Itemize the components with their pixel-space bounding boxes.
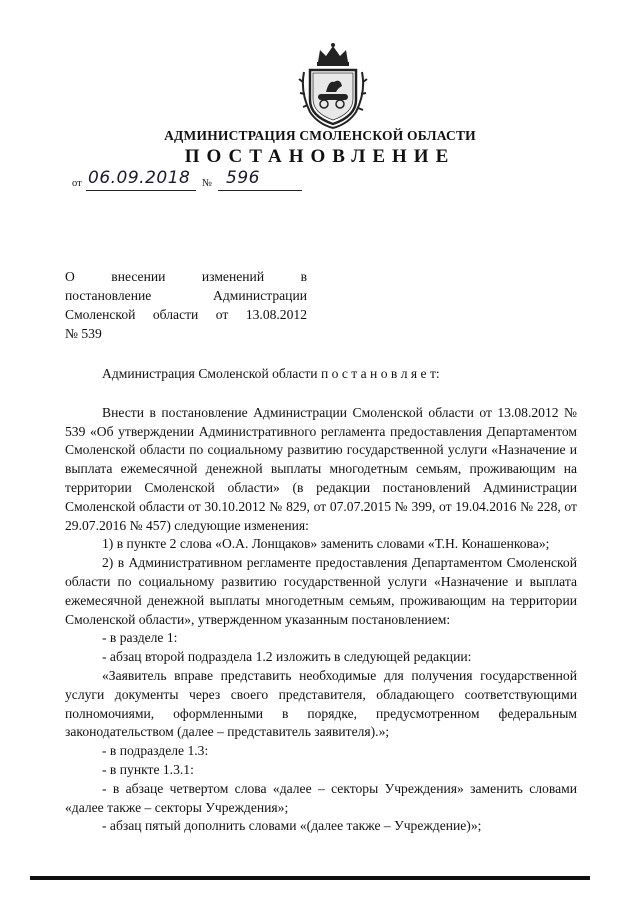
number-prefix: №: [202, 178, 213, 189]
paragraph: «Заявитель вправе представить необходимые для получения государственной услуги документы через своего представителя, обладающего соответствующими полномочиями, оформленными в порядке, предусмотренном федеральным законодательством (далее – представитель заявителя).»;: [65, 667, 577, 740]
paragraph: Внести в постановление Администрации Смоленской области от 13.08.2012 № 539 «Об утверждении Административного регламента предоставления Департаментом Смоленской области по социальному развитию государственной услуги «Назначение и выплата ежемесячной денежной выплаты многодетным семьям, проживающим на территории Смоленской области» (в редакции постановлений Администрации Смоленской области от 30.10.2012 № 829, от 07.07.2015 № 399, от 19.04.2016 № 228, от 29.07.2016 № 457) следующие изменения:: [65, 404, 577, 533]
number-underline: [218, 190, 302, 191]
subject-line: постановление Администрации: [65, 288, 307, 303]
date-underline: [86, 190, 196, 191]
subject-line: Смоленской области от 13.08.2012: [65, 307, 307, 322]
paragraph: - абзац пятый дополнить словами «(далее также – Учреждение)»;: [102, 818, 482, 834]
date-prefix: от: [72, 178, 82, 189]
date-number-line: [72, 168, 332, 198]
handwritten-number: 596: [226, 168, 260, 188]
document-type-title: ПОСТАНОВЛЕНИЕ: [184, 146, 456, 167]
preamble: Администрация Смоленской области п о с т а н о в л я е т:: [102, 366, 440, 381]
paragraph: - в разделе 1:: [102, 630, 178, 646]
organization-name: АДМИНИСТРАЦИЯ СМОЛЕНСКОЙ ОБЛАСТИ: [164, 128, 476, 143]
subject-line: О внесении изменений в: [65, 269, 307, 284]
coat-of-arms-emblem: [296, 42, 370, 130]
document-subject: [65, 267, 307, 343]
paragraph: - в подразделе 1.3:: [102, 743, 209, 759]
paragraph: - в пункте 1.3.1:: [102, 761, 194, 777]
paragraph: 2) в Административном регламенте предоставления Департаментом Смоленской области по социальному развитию государственной услуги «Назначение и выплата ежемесячной денежной выплаты многодетным семьям, проживающим на территории Смоленской области», утвержденном указанным постановлением:: [65, 555, 577, 627]
handwritten-date: 06.09.2018: [88, 168, 191, 188]
document-body: [65, 365, 577, 836]
paragraph: - абзац второй подраздела 1.2 изложить в следующей редакции:: [102, 649, 472, 665]
subject-line: № 539: [65, 326, 102, 341]
paragraph: 1) в пункте 2 слова «О.А. Лонщаков» заменить словами «Т.Н. Конашенкова»;: [102, 536, 550, 552]
bottom-divider: [30, 876, 590, 880]
paragraph: - в абзаце четвертом слова «далее – секторы Учреждения» заменить словами «далее также – секторы Учреждения»;: [65, 780, 577, 815]
